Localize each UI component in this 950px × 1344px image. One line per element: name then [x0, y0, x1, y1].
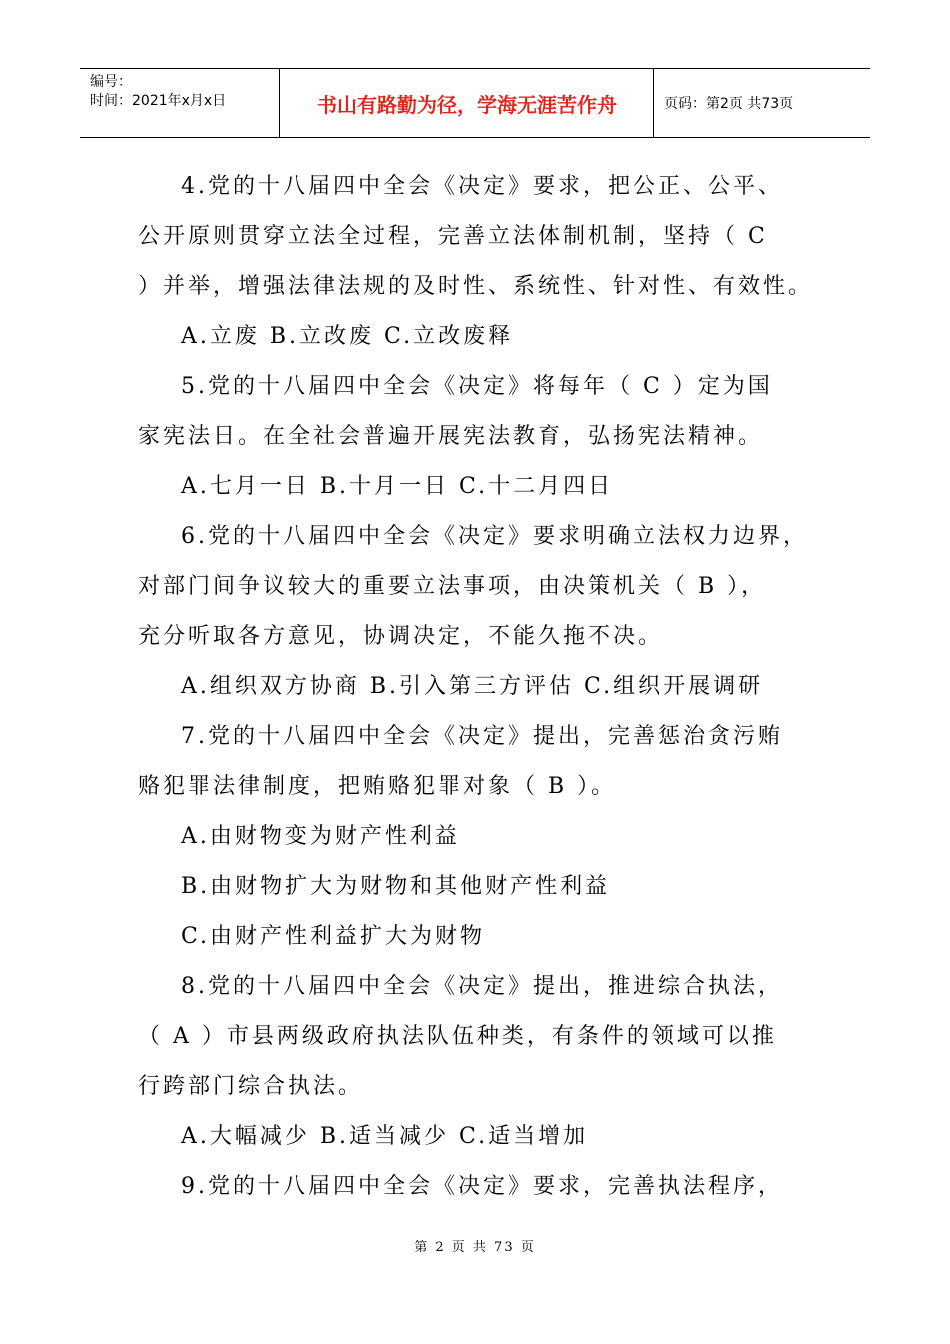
question-7-line-1: 7.党的十八届四中全会《决定》提出，完善惩治贪污贿: [181, 724, 783, 749]
time-label: 时间：2021年x月x日: [90, 93, 227, 109]
question-6-line-3: 充分听取各方意见，协调决定，不能久拖不决。: [138, 624, 664, 649]
header-page-info: 页码：第2页 共73页: [664, 96, 794, 112]
document-header: [80, 68, 870, 138]
question-7-option-b: B.由财物扩大为财物和其他财产性利益: [181, 874, 611, 899]
question-4-line-2: 公开原则贯穿立法全过程，完善立法体制机制，坚持（ C: [138, 224, 768, 249]
question-4-line-1: 4.党的十八届四中全会《决定》要求，把公正、公平、: [181, 174, 783, 199]
header-meta: [80, 69, 280, 137]
question-5-line-2: 家宪法日。在全社会普遍开展宪法教育，弘扬宪法精神。: [138, 424, 764, 449]
question-6-line-2: 对部门间争议较大的重要立法事项，由决策机关（ B ），: [138, 574, 767, 599]
question-5-options: A.七月一日 B.十月一日 C.十二月四日: [181, 474, 614, 499]
document-body: [138, 162, 838, 1212]
question-4-line-3: ）并举，增强法律法规的及时性、系统性、针对性、有效性。: [138, 274, 814, 299]
question-9-line-1: 9.党的十八届四中全会《决定》要求，完善执法程序，: [181, 1174, 783, 1199]
question-8-options: A.大幅减少 B.适当减少 C.适当增加: [181, 1124, 589, 1149]
question-4-options: A.立废 B.立改废 C.立改废释: [181, 324, 514, 349]
question-8-line-2: （ A ）市县两级政府执法队伍种类，有条件的领域可以推: [138, 1024, 777, 1049]
question-7-option-c: C.由财产性利益扩大为财物: [181, 924, 486, 949]
question-5-line-1: 5.党的十八届四中全会《决定》将每年（ C ）定为国: [181, 374, 773, 399]
question-8-line-1: 8.党的十八届四中全会《决定》提出，推进综合执法，: [181, 974, 783, 999]
page-footer: 第 2 页 共 73 页: [414, 1240, 536, 1255]
question-7-line-2: 赂犯罪法律制度，把贿赂犯罪对象（ B ）。: [138, 774, 617, 799]
question-7-option-a: A.由财物变为财产性利益: [181, 824, 460, 849]
question-6-options: A.组织双方协商 B.引入第三方评估 C.组织开展调研: [181, 674, 764, 699]
question-8-line-3: 行跨部门综合执法。: [138, 1074, 364, 1099]
header-motto: 书山有路勤为径，学海无涯苦作舟: [281, 69, 654, 137]
question-6-line-1: 6.党的十八届四中全会《决定》要求明确立法权力边界，: [181, 524, 808, 549]
number-label: 编号：: [90, 74, 132, 90]
